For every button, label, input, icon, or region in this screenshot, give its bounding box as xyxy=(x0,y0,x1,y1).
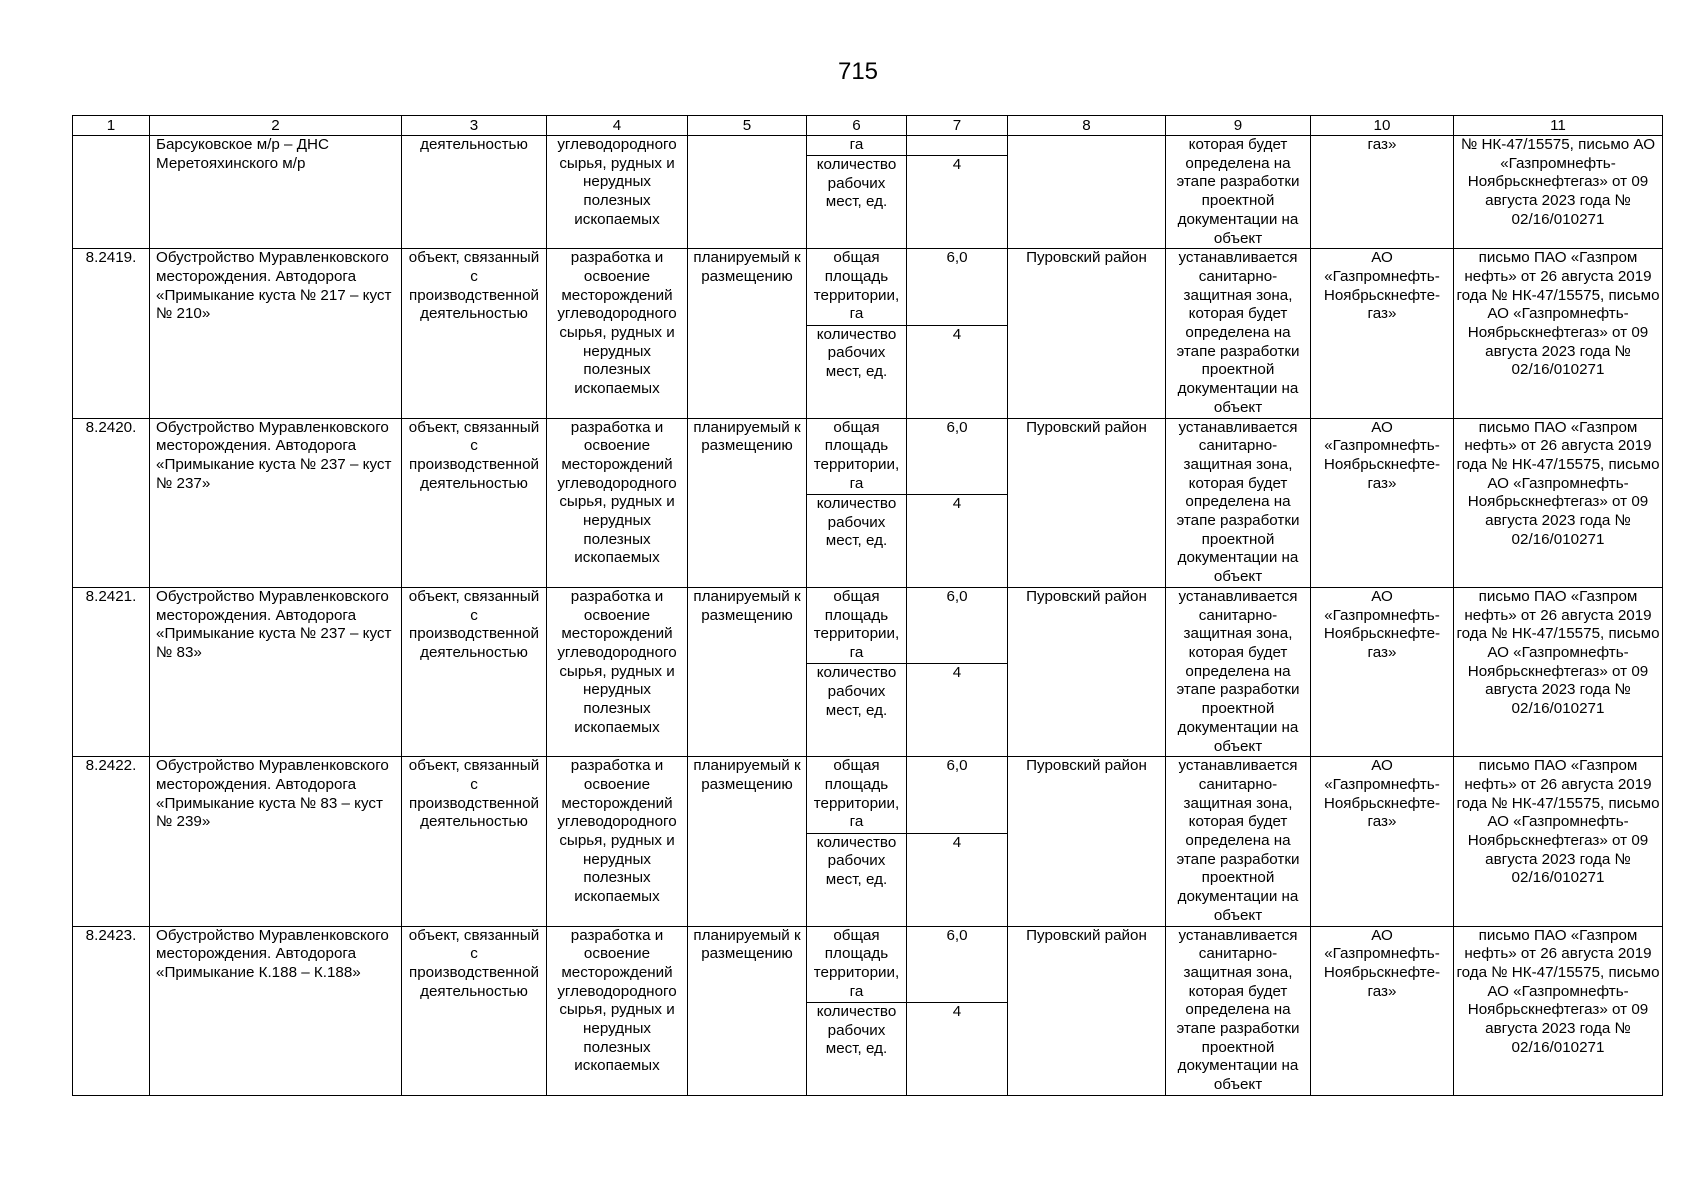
workers-label-cell: количество рабочих мест, ед. xyxy=(807,833,907,926)
status-cell: планируемый к размещению xyxy=(688,418,807,587)
purpose-cell: разработка и освоение месторождений углеводородного сырья, рудных и нерудных полезных ископаемых xyxy=(547,587,688,756)
area-label-cell: общая площадь территории, га xyxy=(807,926,907,1002)
area-label-cell: общая площадь территории, га xyxy=(807,587,907,663)
owner-cell: газ» xyxy=(1311,136,1454,249)
owner-cell: АО «Газпромнефть-Ноябрьскнефте-газ» xyxy=(1311,587,1454,756)
area-value-cell xyxy=(907,136,1008,156)
source-cell: № НК-47/15575, письмо АО «Газпромнефть-Ноябрьскнефтегаз» от 09 августа 2023 года № 02/16/010271 xyxy=(1454,136,1663,249)
purpose-cell: разработка и освоение месторождений углеводородного сырья, рудных и нерудных полезных ископаемых xyxy=(547,926,688,1095)
workers-value-cell: 4 xyxy=(907,833,1008,926)
workers-value-cell: 4 xyxy=(907,325,1008,418)
status-cell: планируемый к размещению xyxy=(688,757,807,926)
workers-value-cell: 4 xyxy=(907,155,1008,248)
owner-cell: АО «Газпромнефть-Ноябрьскнефте-газ» xyxy=(1311,249,1454,418)
table-row xyxy=(73,926,1663,1002)
area-label-cell: га xyxy=(807,136,907,156)
row-id-cell: 8.2420. xyxy=(73,418,150,587)
table-row xyxy=(73,757,1663,833)
purpose-cell: разработка и освоение месторождений углеводородного сырья, рудных и нерудных полезных ископаемых xyxy=(547,418,688,587)
column-number: 7 xyxy=(907,116,1008,136)
sanitary-zone-cell: устанавливается санитарно-защитная зона, которая будет определена на этапе разработки проектной документации на объект xyxy=(1166,926,1311,1095)
workers-value-cell: 4 xyxy=(907,1003,1008,1096)
status-cell: планируемый к размещению xyxy=(688,926,807,1095)
column-number: 10 xyxy=(1311,116,1454,136)
table-row xyxy=(73,249,1663,325)
sanitary-zone-cell: устанавливается санитарно-защитная зона, которая будет определена на этапе разработки проектной документации на объект xyxy=(1166,418,1311,587)
area-value-cell: 6,0 xyxy=(907,757,1008,833)
object-type-cell: объект, связанный с производственной деятельностью xyxy=(402,926,547,1095)
column-number: 4 xyxy=(547,116,688,136)
sanitary-zone-cell: устанавливается санитарно-защитная зона, которая будет определена на этапе разработки проектной документации на объект xyxy=(1166,757,1311,926)
location-cell: Пуровский район xyxy=(1008,249,1166,418)
workers-value-cell: 4 xyxy=(907,664,1008,757)
page-number: 715 xyxy=(837,58,879,85)
location-cell: Пуровский район xyxy=(1008,757,1166,926)
object-type-cell: объект, связанный с производственной деятельностью xyxy=(402,587,547,756)
column-number: 8 xyxy=(1008,116,1166,136)
workers-label-cell: количество рабочих мест, ед. xyxy=(807,495,907,588)
owner-cell: АО «Газпромнефть-Ноябрьскнефте-газ» xyxy=(1311,926,1454,1095)
table-row xyxy=(73,587,1663,663)
owner-cell: АО «Газпромнефть-Ноябрьскнефте-газ» xyxy=(1311,757,1454,926)
workers-label-cell: количество рабочих мест, ед. xyxy=(807,155,907,248)
source-cell: письмо ПАО «Газпром нефть» от 26 августа 2019 года № НК-47/15575, письмо АО «Газпромнефть-Ноябрьскнефтегаз» от 09 августа 2023 года № 02/16/010271 xyxy=(1454,587,1663,756)
area-value-cell: 6,0 xyxy=(907,249,1008,325)
object-type-cell: объект, связанный с производственной деятельностью xyxy=(402,418,547,587)
source-cell: письмо ПАО «Газпром нефть» от 26 августа 2019 года № НК-47/15575, письмо АО «Газпромнефть-Ноябрьскнефтегаз» от 09 августа 2023 года № 02/16/010271 xyxy=(1454,418,1663,587)
location-cell xyxy=(1008,136,1166,249)
status-cell: планируемый к размещению xyxy=(688,587,807,756)
area-label-cell: общая площадь территории, га xyxy=(807,418,907,494)
workers-value-cell: 4 xyxy=(907,495,1008,588)
area-value-cell: 6,0 xyxy=(907,587,1008,663)
column-number: 5 xyxy=(688,116,807,136)
row-id-cell: 8.2422. xyxy=(73,757,150,926)
column-number: 6 xyxy=(807,116,907,136)
object-name-cell: Обустройство Муравленковского месторождения. Автодорога «Примыкание куста № 217 – куст № 210» xyxy=(150,249,402,418)
purpose-cell: разработка и освоение месторождений углеводородного сырья, рудных и нерудных полезных ископаемых xyxy=(547,249,688,418)
registry-table xyxy=(72,115,1663,1096)
sanitary-zone-cell: которая будет определена на этапе разработки проектной документации на объект xyxy=(1166,136,1311,249)
location-cell: Пуровский район xyxy=(1008,418,1166,587)
workers-label-cell: количество рабочих мест, ед. xyxy=(807,1003,907,1096)
column-number: 2 xyxy=(150,116,402,136)
location-cell: Пуровский район xyxy=(1008,587,1166,756)
table-row xyxy=(73,418,1663,494)
column-number-row xyxy=(73,116,1663,136)
row-id-cell: 8.2421. xyxy=(73,587,150,756)
status-cell: планируемый к размещению xyxy=(688,249,807,418)
workers-label-cell: количество рабочих мест, ед. xyxy=(807,325,907,418)
object-name-cell: Обустройство Муравленковского месторождения. Автодорога «Примыкание К.188 – К.188» xyxy=(150,926,402,1095)
row-id-cell: 8.2423. xyxy=(73,926,150,1095)
column-number: 1 xyxy=(73,116,150,136)
object-name-cell: Барсуковское м/р – ДНС Меретояхинского м/р xyxy=(150,136,402,249)
area-value-cell: 6,0 xyxy=(907,926,1008,1002)
workers-label-cell: количество рабочих мест, ед. xyxy=(807,664,907,757)
column-number: 3 xyxy=(402,116,547,136)
object-name-cell: Обустройство Муравленковского месторождения. Автодорога «Примыкание куста № 237 – куст № 237» xyxy=(150,418,402,587)
row-id-cell xyxy=(73,136,150,249)
column-number: 9 xyxy=(1166,116,1311,136)
object-name-cell: Обустройство Муравленковского месторождения. Автодорога «Примыкание куста № 237 – куст № 83» xyxy=(150,587,402,756)
object-type-cell: деятельностью xyxy=(402,136,547,249)
sanitary-zone-cell: устанавливается санитарно-защитная зона, которая будет определена на этапе разработки проектной документации на объект xyxy=(1166,249,1311,418)
row-id-cell: 8.2419. xyxy=(73,249,150,418)
purpose-cell: углеводородного сырья, рудных и нерудных полезных ископаемых xyxy=(547,136,688,249)
column-number: 11 xyxy=(1454,116,1663,136)
purpose-cell: разработка и освоение месторождений углеводородного сырья, рудных и нерудных полезных ископаемых xyxy=(547,757,688,926)
location-cell: Пуровский район xyxy=(1008,926,1166,1095)
source-cell: письмо ПАО «Газпром нефть» от 26 августа 2019 года № НК-47/15575, письмо АО «Газпромнефть-Ноябрьскнефтегаз» от 09 августа 2023 года № 02/16/010271 xyxy=(1454,926,1663,1095)
area-label-cell: общая площадь территории, га xyxy=(807,249,907,325)
area-label-cell: общая площадь территории, га xyxy=(807,757,907,833)
continuation-row xyxy=(73,136,1663,156)
status-cell xyxy=(688,136,807,249)
source-cell: письмо ПАО «Газпром нефть» от 26 августа 2019 года № НК-47/15575, письмо АО «Газпромнефть-Ноябрьскнефтегаз» от 09 августа 2023 года № 02/16/010271 xyxy=(1454,249,1663,418)
object-name-cell: Обустройство Муравленковского месторождения. Автодорога «Примыкание куста № 83 – куст № 239» xyxy=(150,757,402,926)
source-cell: письмо ПАО «Газпром нефть» от 26 августа 2019 года № НК-47/15575, письмо АО «Газпромнефть-Ноябрьскнефтегаз» от 09 августа 2023 года № 02/16/010271 xyxy=(1454,757,1663,926)
owner-cell: АО «Газпромнефть-Ноябрьскнефте-газ» xyxy=(1311,418,1454,587)
area-value-cell: 6,0 xyxy=(907,418,1008,494)
object-type-cell: объект, связанный с производственной деятельностью xyxy=(402,249,547,418)
sanitary-zone-cell: устанавливается санитарно-защитная зона, которая будет определена на этапе разработки проектной документации на объект xyxy=(1166,587,1311,756)
object-type-cell: объект, связанный с производственной деятельностью xyxy=(402,757,547,926)
